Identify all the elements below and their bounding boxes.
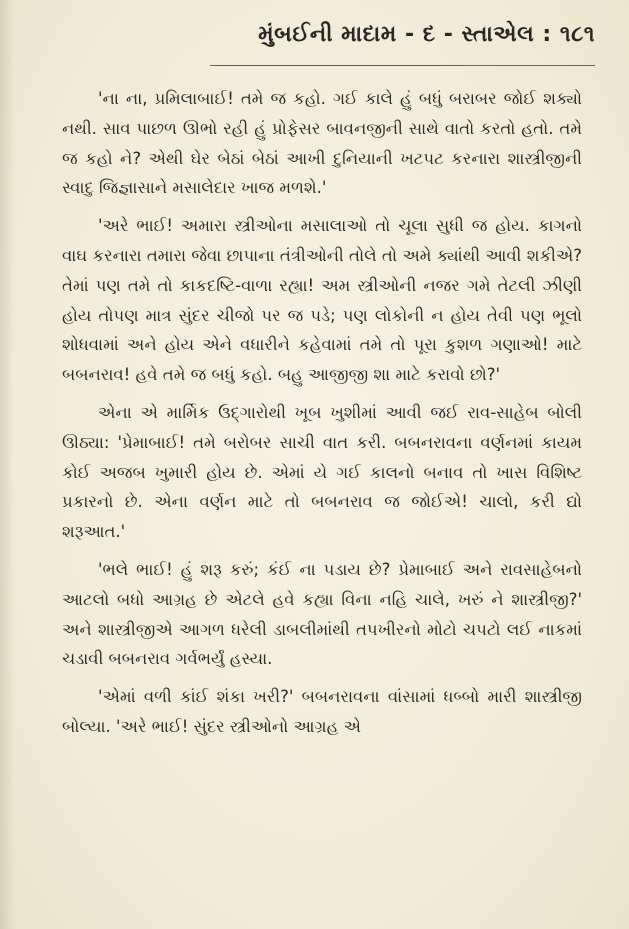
paragraph-3: એના એ માર્મિક ઉદ્ગારોથી ખૂબ ખુશીમાં આવી જઈ રાવ-સાહેબ બોલી ઊઠ્યા: 'પ્રેમાબાઈ! તમે બરોબર સાચી વાત કરી. બબનરાવના વર્ણનમાં કાયમ કોઈ અજબ ખુમારી હોય છે. એમાં યે ગઈ કાલનો બનાવ તો ખાસ વિશિષ્ટ પ્રકારનો છે. એના વર્ણન માટે તો બબનરાવ જ જોઈએ! ચાલો, કરી દ્યો શરૂઆત.' — [62, 402, 582, 542]
header-rule — [210, 60, 595, 66]
paragraph-4: 'ભલે ભાઈ! હું શરૂ કરું; કંઈ ના પડાય છે? પ્રેમાબાઈ અને રાવસાહેબનો આટલો બધો આગ્રહ છે એટલે હવે કહ્યા વિના નહિ ચાલે, ખરું ને શાસ્ત્રીજી?' અને શાસ્ત્રીજીએ આગળ ધરેલી ડાબલીમાંથી તપખીરનો મોટો ચપટો લઈ નાકમાં ચડાવી બબનરાવ ગર્વભર્યું હસ્યા. — [62, 559, 582, 669]
paragraph-1: 'ના ના, પ્રમિલાબાઈ! તમે જ કહો. ગઈ કાલે હું બધું બરાબર જોઈ શક્યો નથી. સાવ પાછળ ઊભો રહી હું પ્રોફેસર બાવનજીની સાથે વાતો કરતો હતો. તમે જ કહો ને? એથી ઘેર બેઠાં બેઠાં આખી દુનિયાની ખટપટ કરનારા શાસ્ત્રીજીની સ્વાદુ જિજ્ઞાસાને મસાલેદાર ખાજ મળશે.' — [62, 89, 582, 198]
page-edge-shadow — [0, 0, 14, 929]
body-text — [62, 84, 582, 750]
running-header: મુંબઈની માદામ - દ - સ્તાએલ : ૧૮૧ — [258, 22, 595, 47]
paragraph-5: 'એમાં વળી કાંઈ શંકા ખરી?' બબનરાવના વાંસામાં ધબ્બો મારી શાસ્ત્રીજી બોલ્યા. 'અરે ભાઈ! સુંદર સ્ત્રીઓનો આગ્રહ એ — [62, 687, 582, 736]
paragraph-2: 'અરે ભાઈ! અમારા સ્ત્રીઓના મસાલાઓ તો ચૂલા સુધી જ હોય. કાગનો વાઘ કરનારા તમારા જેવા છાપાના તંત્રીઓની તોલે તો અમે ક્યાંથી આવી શકીએ? તેમાં પણ તમે તો કાકદષ્ટિ-વાળા રહ્યા! અમ સ્ત્રીઓની નજર ગમે તેટલી ઝીણી હોય તોપણ માત્ર સુંદર ચીજો પર જ પડે; પણ લોકોની ન હોય તેવી પણ ભૂલો શોધવામાં અને હોય એને વધારીને કહેવામાં તમે તો પૂરા કુશળ ગણાઓ! માટે બબનરાવ! હવે તમે જ બધું કહો. બહુ આજીજી શા માટે કરાવો છો?' — [62, 216, 582, 385]
